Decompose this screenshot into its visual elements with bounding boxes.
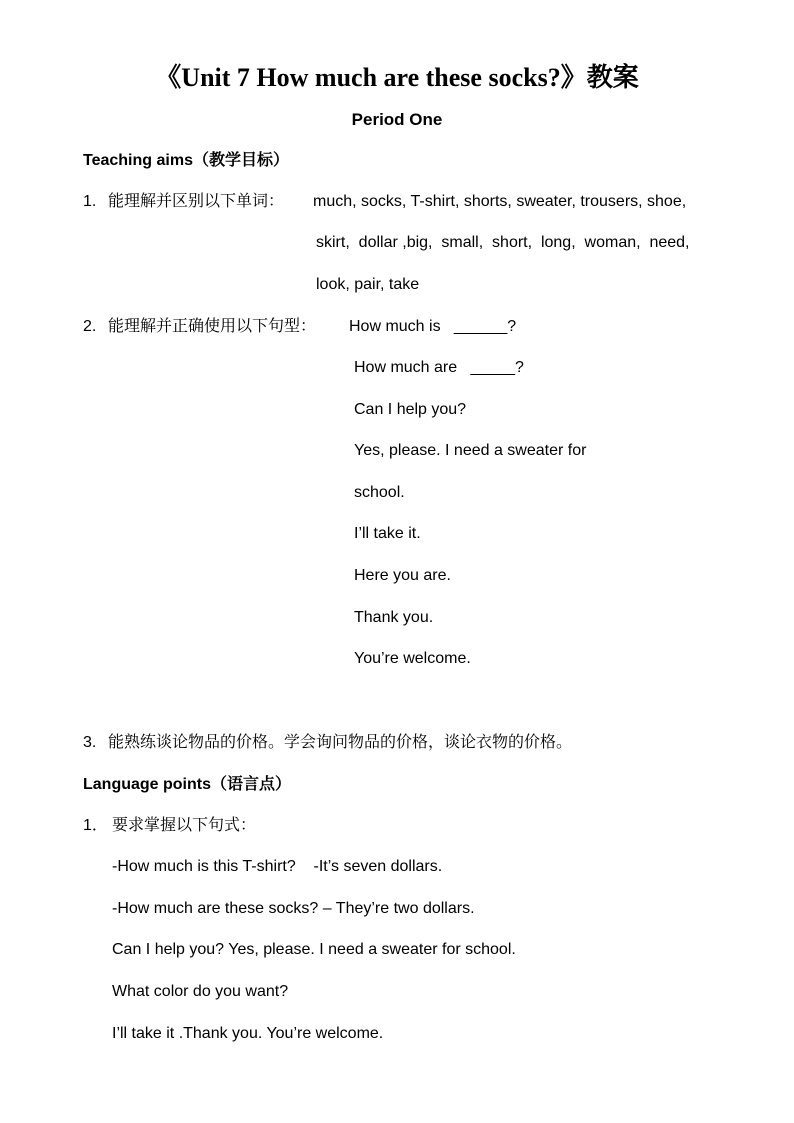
- pattern-line: Can I help you?: [354, 401, 467, 418]
- aim-2-number: 2.: [83, 318, 97, 335]
- sentence-line: -How much are these socks? – They’re two dollars.: [112, 900, 475, 917]
- pattern-line: Here you are.: [354, 567, 451, 584]
- period-subtitle: Period One: [351, 110, 443, 129]
- aim-1-number: 1.: [83, 193, 97, 210]
- pattern-line: school.: [354, 484, 405, 501]
- teaching-aims-heading: Teaching aims（教学目标）: [83, 152, 289, 169]
- aim-2-intro: 能理解并正确使用以下句型：: [108, 318, 317, 335]
- aim-3-text: 能熟练谈论物品的价格。学会询问物品的价格，谈论衣物的价格。: [108, 734, 573, 751]
- sentence-line: I’ll take it .Thank you. You’re welcome.: [112, 1025, 384, 1042]
- pattern-line: How much are _____?: [354, 359, 524, 376]
- document-title: 《Unit 7 How much are these socks?》教案: [155, 63, 639, 92]
- pattern-line: Thank you.: [354, 609, 434, 626]
- pattern-line: You’re welcome.: [354, 650, 471, 667]
- sentence-line: -How much is this T-shirt? -It’s seven dollars.: [112, 858, 443, 875]
- aim-1-intro: 能理解并区别以下单词：: [108, 193, 285, 210]
- pattern-line: Yes, please. I need a sweater for: [354, 442, 587, 459]
- pattern-line: How much is ______?: [349, 318, 517, 335]
- aim-3-number: 3.: [83, 734, 97, 751]
- point-1-intro: 要求掌握以下句式：: [112, 817, 257, 834]
- aim-1-words-line-2: skirt, dollar ,big, small, short, long, woman, need,: [316, 234, 690, 251]
- pattern-line: I’ll take it.: [354, 525, 421, 542]
- sentence-line: Can I help you? Yes, please. I need a sweater for school.: [112, 941, 516, 958]
- aim-1-words-line-1: much, socks, T-shirt, shorts, sweater, trousers, shoe,: [313, 193, 687, 210]
- sentence-line: What color do you want?: [112, 983, 289, 1000]
- point-1-number: 1．: [83, 817, 108, 834]
- aim-1-words-line-3: look, pair, take: [316, 276, 420, 293]
- language-points-heading: Language points（语言点）: [83, 776, 292, 793]
